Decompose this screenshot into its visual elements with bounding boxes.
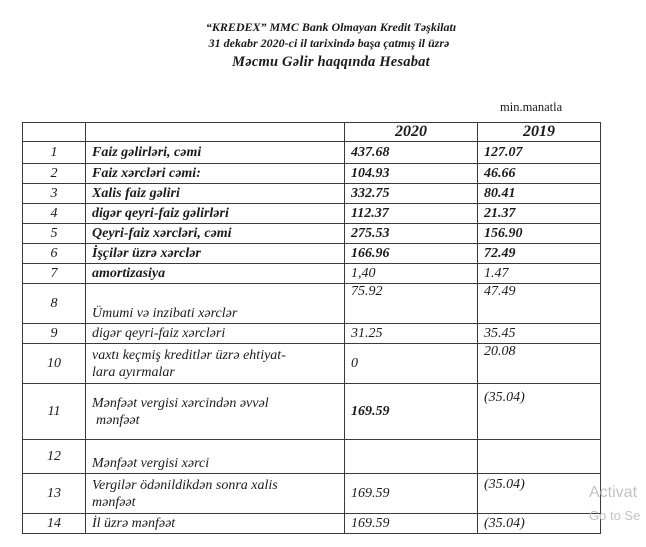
row-label-line: mənfəət — [92, 494, 136, 510]
table-row — [23, 474, 601, 514]
row-label — [86, 384, 345, 440]
report-date-line: 31 dekabr 2020-ci il tarixində başa çatmış il üzrə — [208, 36, 450, 50]
table-row — [23, 204, 601, 224]
row-label: Xalis faiz gəliri — [86, 184, 345, 204]
row-label: digər qeyri-faiz xərcləri — [86, 324, 345, 344]
header-2019: 2019 — [478, 123, 601, 142]
table-row — [23, 284, 601, 324]
value-2019: 35.45 — [478, 324, 601, 344]
row-number: 6 — [23, 244, 86, 264]
value-2019: (35.04) — [478, 384, 601, 440]
header-label — [86, 123, 345, 142]
value-2020: 104.93 — [345, 164, 478, 184]
value-2019: (35.04) — [478, 514, 601, 534]
value-2020: 112.37 — [345, 204, 478, 224]
table-row — [23, 344, 601, 384]
table-row — [23, 514, 601, 534]
row-label: Faiz gəlirləri, cəmi — [86, 142, 345, 164]
value-2020: 166.96 — [345, 244, 478, 264]
table-row — [23, 264, 601, 284]
value-2019: 20.08 — [478, 344, 601, 384]
row-number: 1 — [23, 142, 86, 164]
value-2019: 127.07 — [478, 142, 601, 164]
value-2019: 1.47 — [478, 264, 601, 284]
row-number: 8 — [23, 284, 86, 324]
row-number: 7 — [23, 264, 86, 284]
row-number: 9 — [23, 324, 86, 344]
row-number: 12 — [23, 440, 86, 474]
value-2020: 437.68 — [345, 142, 478, 164]
row-label-line: lara ayırmalar — [92, 364, 175, 380]
value-2020: 275.53 — [345, 224, 478, 244]
value-2020 — [345, 440, 478, 474]
value-2019 — [478, 440, 601, 474]
row-label: Faiz xərcləri cəmi: — [86, 164, 345, 184]
value-2020: 169.59 — [345, 474, 478, 514]
value-2019: 80.41 — [478, 184, 601, 204]
row-label: amortizasiya — [86, 264, 345, 284]
table-row — [23, 324, 601, 344]
activation-watermark-hint: Go to Se — [589, 508, 641, 523]
row-number: 13 — [23, 474, 86, 514]
row-number: 5 — [23, 224, 86, 244]
row-number: 10 — [23, 344, 86, 384]
value-2020: 0 — [345, 344, 478, 384]
company-name: “KREDEX” MMC Bank Olmayan Kredit Təşkilatı — [205, 20, 457, 34]
row-label: İşçilər üzrə xərclər — [86, 244, 345, 264]
value-2019: 72.49 — [478, 244, 601, 264]
value-2020: 332.75 — [345, 184, 478, 204]
row-label: digər qeyri-faiz gəlirləri — [86, 204, 345, 224]
value-2019: 46.66 — [478, 164, 601, 184]
table-row — [23, 164, 601, 184]
table-header-row — [23, 123, 601, 142]
value-2019: 156.90 — [478, 224, 601, 244]
table-row — [23, 244, 601, 264]
row-number: 14 — [23, 514, 86, 534]
row-label — [86, 474, 345, 514]
activation-watermark: Activat — [589, 484, 638, 501]
table-row — [23, 384, 601, 440]
row-number: 11 — [23, 384, 86, 440]
value-2020: 169.59 — [345, 384, 478, 440]
income-statement-table — [22, 122, 601, 534]
row-label: Qeyri-faiz xərcləri, cəmi — [86, 224, 345, 244]
unit-label: min.manatla — [500, 100, 563, 114]
header-no — [23, 123, 86, 142]
value-2020: 1,40 — [345, 264, 478, 284]
report-title: Məcmu Gəlir haqqında Hesabat — [232, 54, 430, 70]
row-label-line: Vergilər ödənildikdən sonra xalis — [92, 477, 278, 493]
row-label — [86, 344, 345, 384]
row-label: Ümumi və inzibati xərclər — [86, 284, 345, 324]
table-row — [23, 184, 601, 204]
row-number: 2 — [23, 164, 86, 184]
row-number: 4 — [23, 204, 86, 224]
value-2019: 47.49 — [478, 284, 601, 324]
row-label-line: Mənfəət vergisi xərcindən əvvəl — [92, 395, 269, 411]
value-2019: (35.04) — [478, 474, 601, 514]
value-2020: 31.25 — [345, 324, 478, 344]
row-label: İl üzrə mənfəət — [86, 514, 345, 534]
table-row — [23, 224, 601, 244]
table-row — [23, 142, 601, 164]
value-2019: 21.37 — [478, 204, 601, 224]
table-row — [23, 440, 601, 474]
row-label-line: vaxtı keçmiş kreditlər üzrə ehtiyat- — [92, 347, 286, 363]
header-2020: 2020 — [345, 123, 478, 142]
row-label-line: mənfəət — [96, 412, 140, 428]
row-number: 3 — [23, 184, 86, 204]
row-label: Mənfəət vergisi xərci — [86, 440, 345, 474]
value-2020: 75.92 — [345, 284, 478, 324]
value-2020: 169.59 — [345, 514, 478, 534]
